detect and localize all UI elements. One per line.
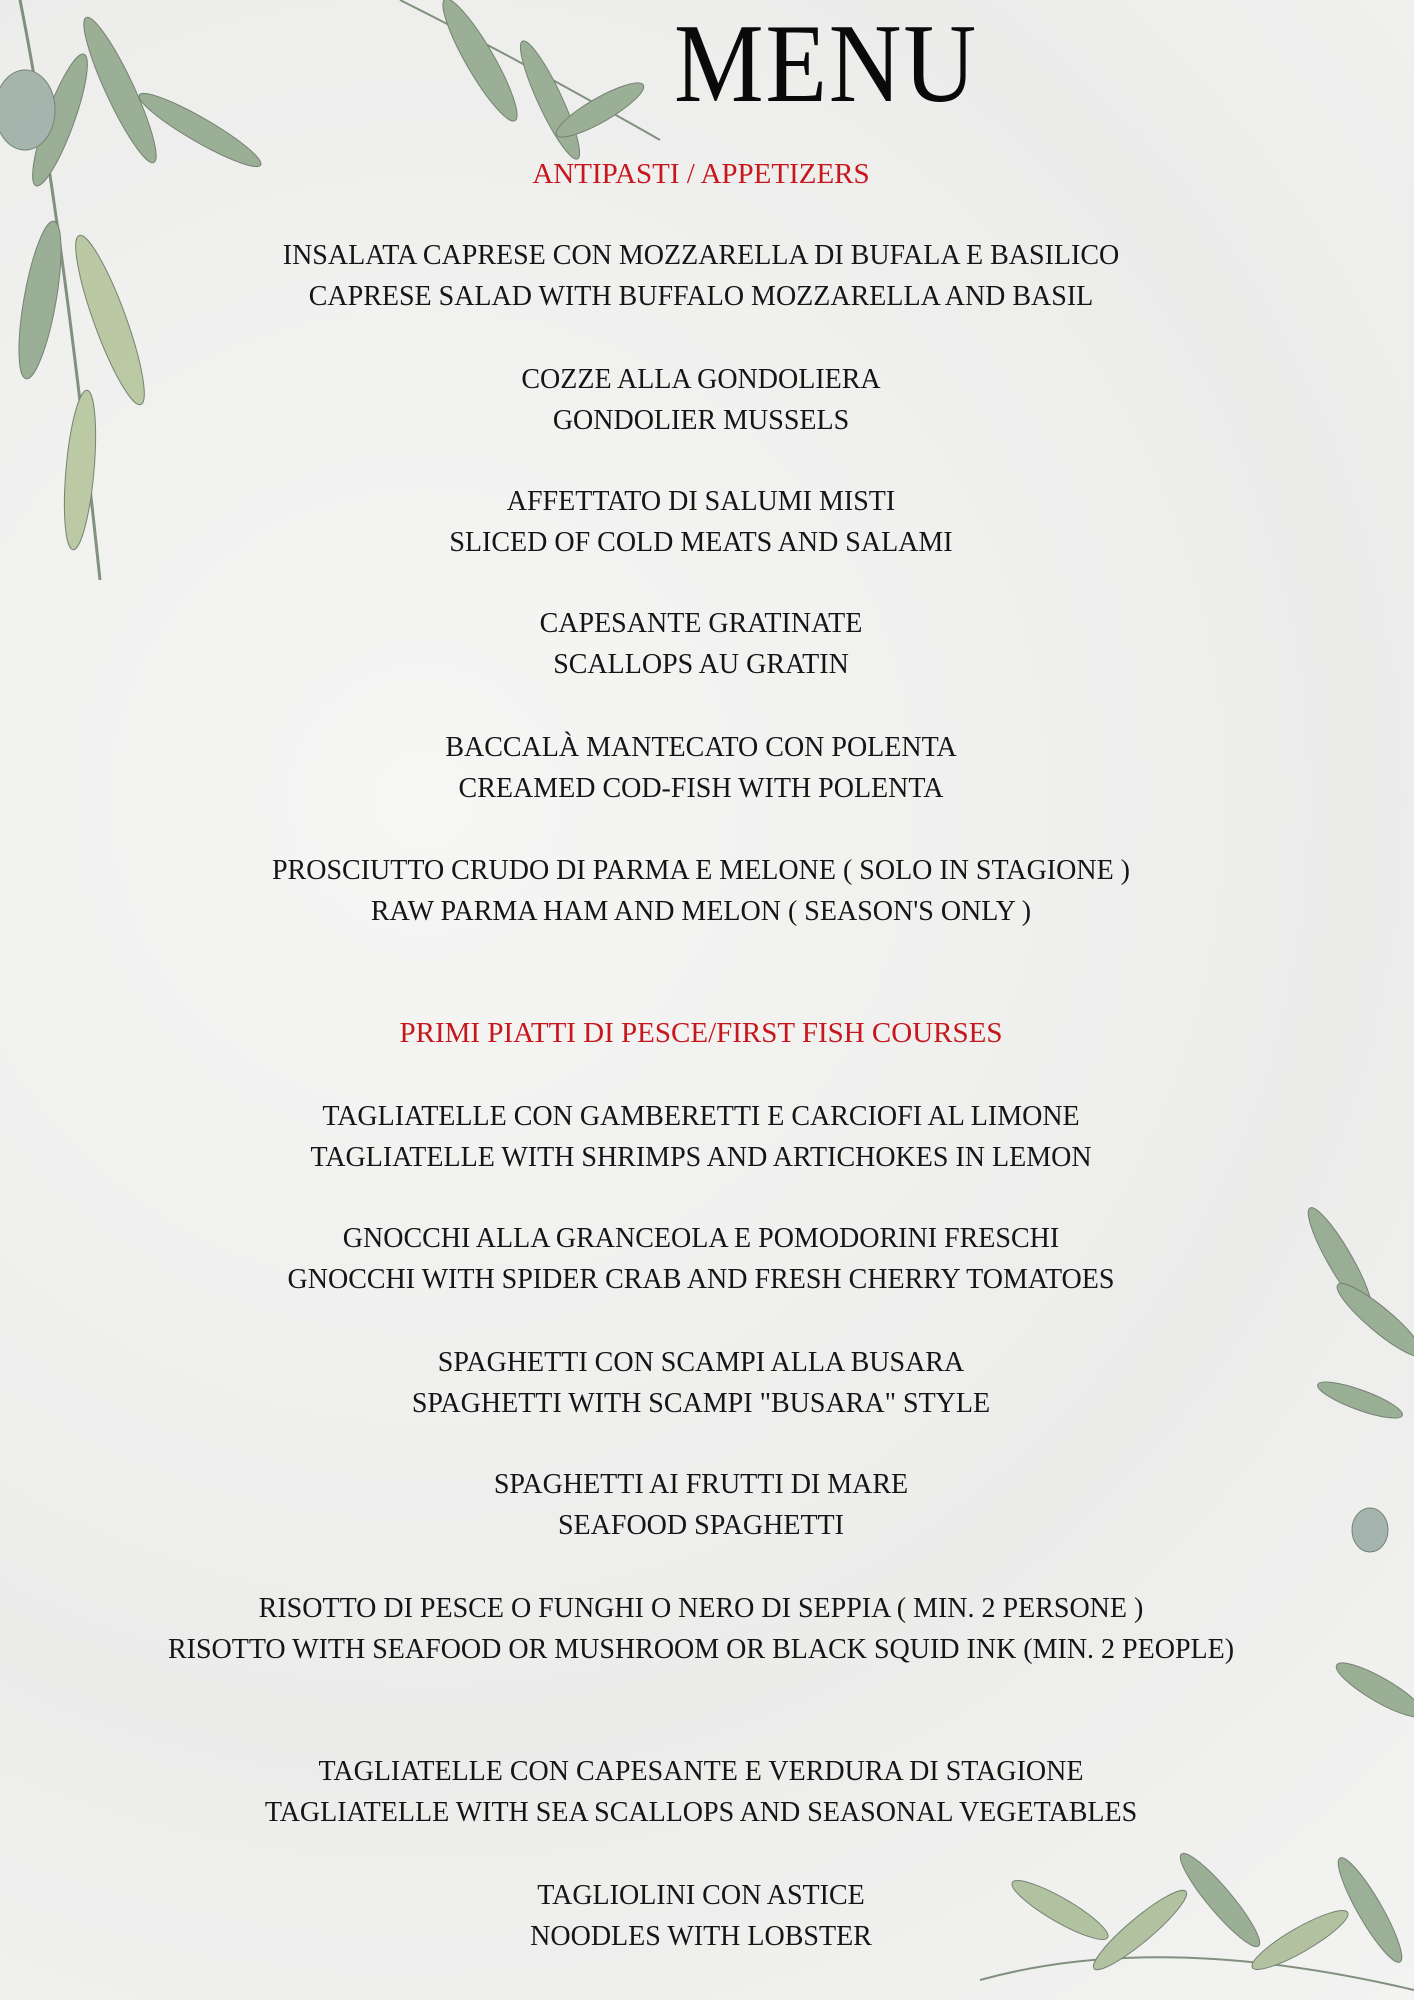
item-english: GONDOLIER MUSSELS [552,405,850,436]
item-english: SCALLOPS AU GRATIN [553,649,849,680]
item-italian: PROSCIUTTO CRUDO DI PARMA E MELONE ( SOLO IN STAGIONE ) [271,855,1131,886]
menu-item [101,1218,1301,1300]
item-italian: SPAGHETTI AI FRUTTI DI MARE [493,1469,909,1500]
menu-item [101,1588,1301,1670]
menu-item [101,1096,1301,1178]
item-italian: BACCALÀ MANTECATO CON POLENTA [445,732,957,763]
menu-item [101,727,1301,809]
item-italian: CAPESANTE GRATINATE [539,608,863,639]
menu-item [101,481,1301,563]
item-english: TAGLIATELLE WITH SHRIMPS AND ARTICHOKES IN LEMON [310,1142,1092,1173]
item-italian: INSALATA CAPRESE CON MOZZARELLA DI BUFALA E BASILICO [282,240,1120,271]
menu-item [101,1342,1301,1424]
menu-title: MENU [674,2,978,126]
item-english: SPAGHETTI WITH SCAMPI "BUSARA" STYLE [411,1388,991,1419]
item-italian: GNOCCHI ALLA GRANCEOLA E POMODORINI FRESCHI [342,1223,1060,1254]
item-italian: TAGLIATELLE CON GAMBERETTI E CARCIOFI AL LIMONE [322,1101,1080,1132]
section-heading-appetizers: ANTIPASTI / APPETIZERS [532,158,870,190]
item-english: CREAMED COD-FISH WITH POLENTA [458,773,944,804]
menu-item [101,1751,1301,1833]
item-italian: TAGLIOLINI CON ASTICE [537,1880,865,1911]
menu-item [101,1875,1301,1957]
item-english: GNOCCHI WITH SPIDER CRAB AND FRESH CHERRY TOMATOES [287,1264,1115,1295]
item-italian: COZZE ALLA GONDOLIERA [521,364,881,395]
item-english: SEAFOOD SPAGHETTI [557,1510,844,1541]
item-italian: AFFETTATO DI SALUMI MISTI [506,486,896,517]
item-english: CAPRESE SALAD WITH BUFFALO MOZZARELLA AND BASIL [308,281,1094,312]
section-heading-first-fish-courses: PRIMI PIATTI DI PESCE/FIRST FISH COURSES [399,1017,1003,1049]
item-english: NOODLES WITH LOBSTER [530,1921,872,1952]
menu-item [101,1464,1301,1546]
item-italian: SPAGHETTI CON SCAMPI ALLA BUSARA [437,1347,965,1378]
item-italian: RISOTTO DI PESCE O FUNGHI O NERO DI SEPPIA ( MIN. 2 PERSONE ) [258,1593,1144,1624]
menu-item [101,235,1301,317]
item-english: RAW PARMA HAM AND MELON ( SEASON'S ONLY ) [370,896,1032,927]
menu-item [101,359,1301,441]
item-italian: TAGLIATELLE CON CAPESANTE E VERDURA DI STAGIONE [318,1756,1084,1787]
menu-item [101,850,1301,932]
menu-item [101,603,1301,685]
item-english: SLICED OF COLD MEATS AND SALAMI [449,527,953,558]
item-english: RISOTTO WITH SEAFOOD OR MUSHROOM OR BLACK SQUID INK (MIN. 2 PEOPLE) [167,1634,1235,1665]
item-english: TAGLIATELLE WITH SEA SCALLOPS AND SEASONAL VEGETABLES [264,1797,1138,1828]
